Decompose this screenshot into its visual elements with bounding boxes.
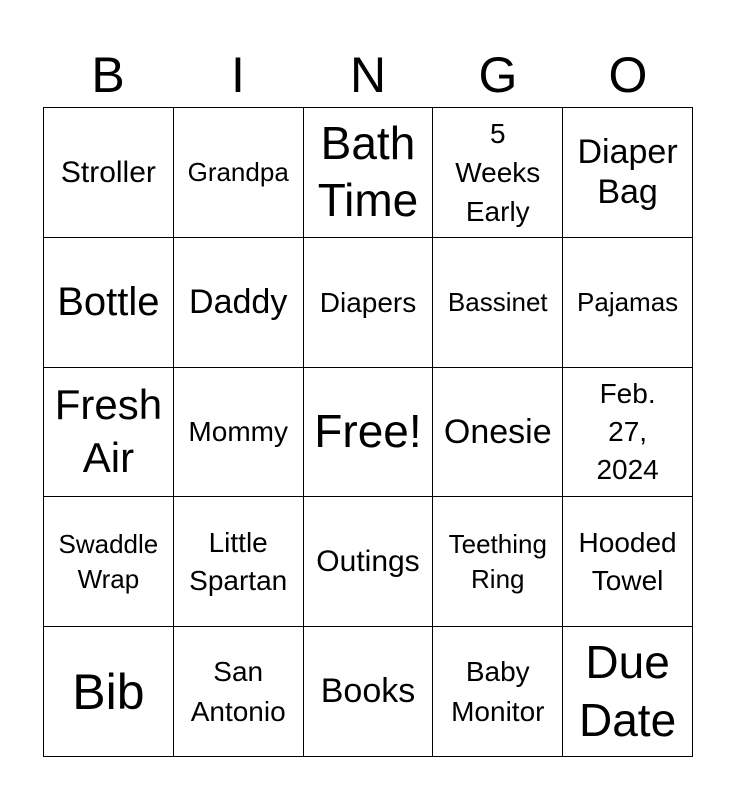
bingo-cell[interactable] <box>433 368 563 498</box>
cell-label: Hooded Towel <box>578 526 677 596</box>
header-letter-i: I <box>231 47 245 103</box>
bingo-cell[interactable] <box>563 627 693 757</box>
header-letter-o: O <box>608 47 648 103</box>
cell-label: Baby Monitor <box>451 656 545 727</box>
cell-label: Books <box>320 672 416 711</box>
bingo-cell free-space[interactable] <box>304 368 434 498</box>
bingo-cell[interactable] <box>44 497 174 627</box>
bingo-cell[interactable] <box>44 627 174 757</box>
bingo-cell[interactable] <box>433 238 563 368</box>
bingo-cell[interactable] <box>174 238 304 368</box>
cell-label: Bib <box>72 663 145 720</box>
cell-label: Bassinet <box>447 286 548 317</box>
bingo-cell[interactable] <box>174 108 304 238</box>
cell-label: San Antonio <box>190 656 286 727</box>
cell-label: Bottle <box>57 280 160 325</box>
cell-label: Pajamas <box>577 286 679 317</box>
cell-label: Stroller <box>60 155 156 189</box>
bingo-cell[interactable] <box>304 627 434 757</box>
cell-label: Feb. 27, 2024 <box>596 378 659 485</box>
header-letter-b: B <box>91 47 125 103</box>
cell-label: Due Date <box>579 636 677 746</box>
bingo-cell[interactable] <box>433 627 563 757</box>
bingo-cell[interactable] <box>174 368 304 498</box>
bingo-cell[interactable] <box>563 368 693 498</box>
bingo-cell[interactable] <box>304 497 434 627</box>
bingo-cell[interactable] <box>304 108 434 238</box>
bingo-cell[interactable] <box>433 108 563 238</box>
bingo-header <box>43 44 693 106</box>
header-letter-g: G <box>478 47 518 103</box>
bingo-cell[interactable] <box>304 238 434 368</box>
cell-label: 5 Weeks Early <box>455 117 541 227</box>
cell-label: Swaddle Wrap <box>58 528 159 594</box>
cell-label: Daddy <box>189 282 288 321</box>
bingo-cell[interactable] <box>433 497 563 627</box>
cell-label: Bath Time <box>317 116 419 227</box>
header-letter-n: N <box>349 47 387 103</box>
bingo-cell[interactable] <box>44 368 174 498</box>
cell-label: Diapers <box>319 286 417 318</box>
bingo-cell[interactable] <box>563 497 693 627</box>
cell-label: Free! <box>314 405 422 458</box>
bingo-cell[interactable] <box>563 238 693 368</box>
bingo-cell[interactable] <box>44 238 174 368</box>
bingo-cell[interactable] <box>174 627 304 757</box>
cell-label: Grandpa <box>187 156 289 187</box>
cell-label: Little Spartan <box>189 526 288 596</box>
cell-label: Onesie <box>443 412 552 451</box>
bingo-cell[interactable] <box>44 108 174 238</box>
cell-label: Diaper Bag <box>577 132 678 212</box>
bingo-cell[interactable] <box>174 497 304 627</box>
cell-label: Outings <box>316 545 420 579</box>
cell-label: Teething Ring <box>448 528 547 594</box>
bingo-board <box>43 107 693 757</box>
cell-label: Mommy <box>188 416 288 448</box>
bingo-cell[interactable] <box>563 108 693 238</box>
cell-label: Fresh Air <box>54 381 163 481</box>
